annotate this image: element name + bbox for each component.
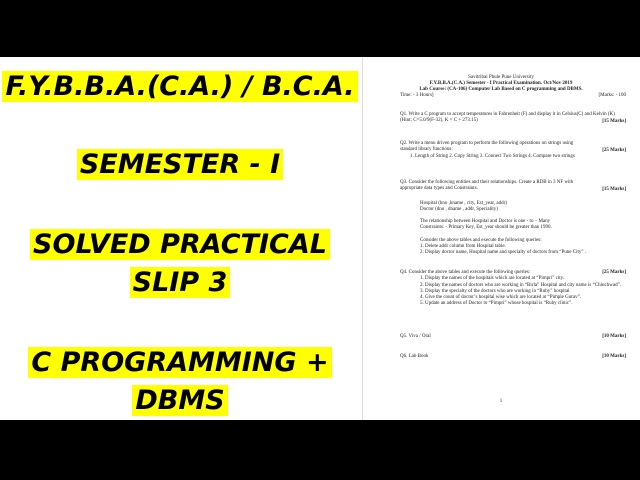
content-frame <box>0 57 640 420</box>
subject-title-1: C PROGRAMMING + <box>0 347 360 378</box>
slip-title: SLIP 3 <box>0 267 360 298</box>
question-5-marks: [10 Marks] <box>602 334 626 339</box>
semester-title: SEMESTER - I <box>0 149 360 180</box>
divider <box>362 57 363 420</box>
course-title: F.Y.B.B.A.(C.A.) / B.C.A. <box>0 71 360 102</box>
question-4-marks: [25 Marks] <box>602 270 626 275</box>
question-1-marks: [15 Marks] <box>602 119 626 124</box>
lab-course: Lab Course: (CA-106) Computer Lab Based on C programming and DBMS. <box>419 87 583 92</box>
question-6: Q6. Lab Book <box>400 354 429 359</box>
time-label: Time: - 3 Hours] <box>400 93 434 98</box>
question-5: Q5. Viva / Oral <box>400 334 431 339</box>
total-marks: [Marks: - 100 <box>598 93 626 98</box>
exam-name: F.Y.B.B.A.(C.A.) Semester - I Practical Examination. Oct/Nov 2019 <box>429 81 573 86</box>
university-name: Savitribai Phule Pune University <box>468 75 534 80</box>
question-2-marks: [25 Marks] <box>602 148 626 153</box>
subject-title-2: DBMS <box>0 385 360 416</box>
question-2: Q2. Write a menu driven program to perform the following operations on strings using standard library functions: 1. Length of String 2. Copy String 3. Connect Two Strings 4. Compare two strings <box>400 141 575 159</box>
question-3: Q3. Consider the following entities and their relationships. Create a RDB in 3 NF with appropriate data types and Constraints. Hospital (hno ,hname , city, Est_year, addr) Doctor (dno , dname , addr, Speciality) The relationship between Hospital and Doctor is one - to – Many Constraints: - Primary Key, Est_year should be greater than 1990. Consider the above tables and execute the following queries: 1. Delete addr column from Hospital table. 2. Display doctor name, Hospital name and specialty of doctors from “Pune City” . <box>400 180 587 255</box>
question-4: Q4. Consider the above tables and execute the following queries: 1. Display the names of the hospitals which are located at “Pimpri” city. 2. Display the names of doctors who are working in “Birla” Hospital and city name is “Chinchwad”. 3. Display the specialty of the doctors who are working in “Ruby” hospital 4. Give the count of doctor’s hospital wise which are located at “Pimple Gurav”. 5. Update an address of Doctor to “Pimpri” whose hospital is “Ruby clinic”. <box>400 270 622 307</box>
page-number: 1 <box>499 399 503 404</box>
question-3-marks: [15 Marks] <box>602 187 626 192</box>
question-6-marks: [10 Marks] <box>602 354 626 359</box>
exam-paper <box>370 57 632 420</box>
solved-practical-title: SOLVED PRACTICAL <box>0 229 360 260</box>
question-1: Q1. Write a C program to accept temperatures in Fahrenheit (F) and display it in Celsius(C) and Kelvin (K) (Hint: C=5.0/9(F-32), K = C + 273.15) <box>400 112 615 124</box>
